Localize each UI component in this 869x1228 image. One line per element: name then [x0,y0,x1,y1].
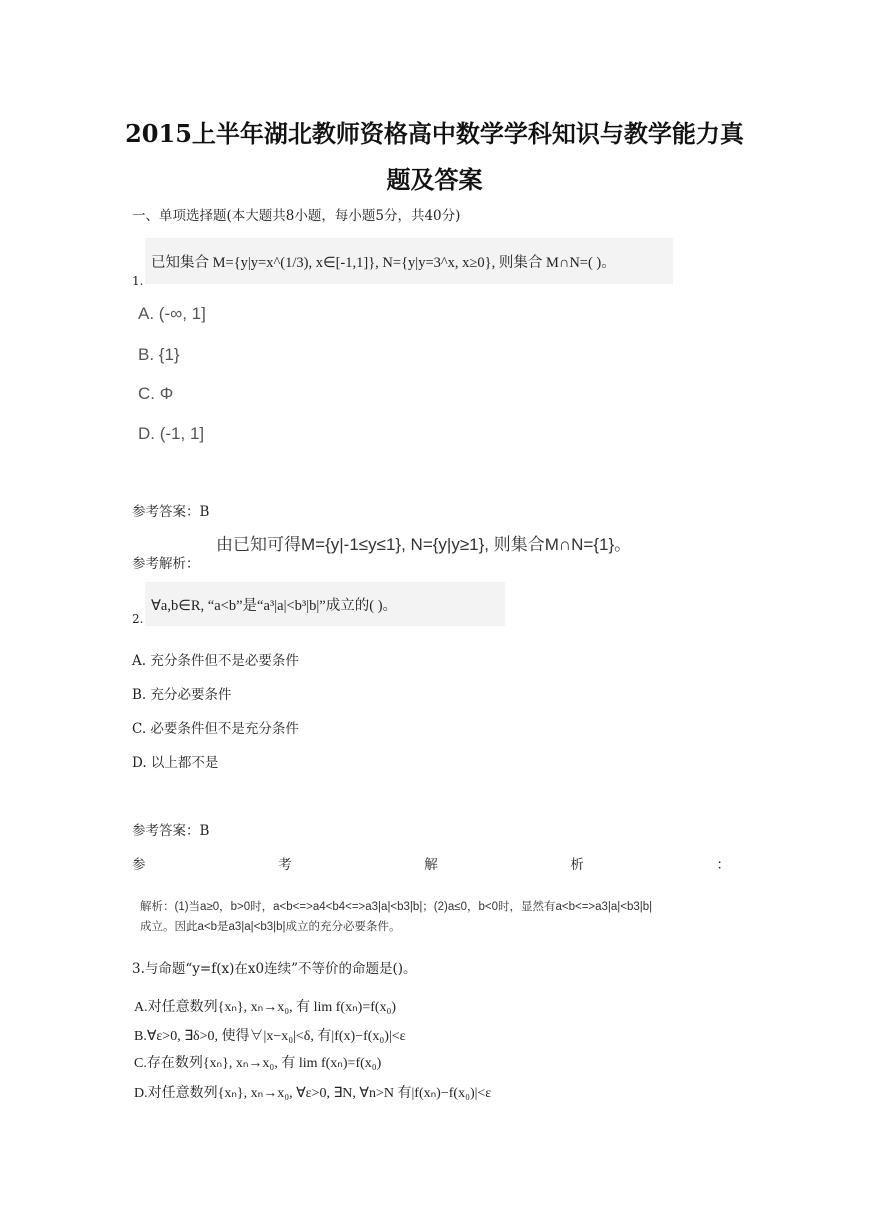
q2-option-d: D. 以上都不是 [132,755,219,771]
q2-analysis-label-char: 考 [278,857,292,873]
q3-option-c: C.存在数列{xₙ}, xₙ→x₀, 有 lim f(xₙ)=f(x₀) [134,1056,382,1071]
q2-option-c: C. 必要条件但不是充分条件 [132,721,299,737]
q2-analysis-line2: 成立。因此a<b是a3|a|<b3|b|成立的充分必要条件。 [140,921,401,933]
q1-option-b: B. {1} [138,345,180,364]
q2-analysis-line1: 解析：(1)当a≥0，b>0时，a<b<=>a4<b4<=>a3|a|<b3|b|；(2)a≤0，b<0时，显然有a<b<=>a3|a|<b3|b| [140,901,653,913]
q3-stem: 3.与命题“y=f(x)在x0连续”不等价的命题是()。 [132,961,417,977]
q3-option-b: B.∀ε>0, ∃δ>0, 使得∀|x−x₀|<δ, 有|f(x)−f(x₀)|<ε [134,1029,406,1044]
q1-number: 1. [132,274,144,288]
q2-analysis-label-char: 参 [132,857,146,873]
q1-option-d: D. (-1, 1] [138,424,205,443]
q1-stem-text: 已知集合 M={y|y=x^(1/3), x∈[-1,1]}, N={y|y=3^x, x≥0}, 则集合 M∩N=( )。 [151,255,616,271]
q2-stem-image [145,582,505,626]
q2-option-b: B. 充分必要条件 [132,687,232,703]
q2-analysis-label-char: 析 [570,857,584,873]
q1-option-a: A. (-∞, 1] [138,304,206,323]
section-heading: 一、单项选择题(本大题共8小题，每小题5分，共40分) [132,208,461,224]
page-title-line1: 2015上半年湖北教师资格高中数学学科知识与教学能力真 [125,119,744,148]
q3-option-d: D.对任意数列{xₙ}, xₙ→x₀, ∀ε>0, ∃N, ∀n>N 有|f(xₙ)−f(x₀)|<ε [134,1086,492,1101]
q1-analysis-label: 参考解析： [132,556,200,572]
q1-stem-image [145,238,673,284]
q1-answer: 参考答案：B [132,504,210,520]
q1-option-c: C. Φ [138,384,174,403]
q3-option-a: A.对任意数列{xₙ}, xₙ→x₀, 有 lim f(xₙ)=f(x₀) [134,1000,397,1015]
page-title-line2: 题及答案 [386,165,483,194]
q2-answer: 参考答案：B [132,823,210,839]
q2-stem-text: ∀a,b∈R, “a<b”是“a³|a|<b³|b|”成立的( )。 [151,598,398,614]
q2-analysis-label-char: 解 [424,857,438,873]
q2-option-a: A. 充分条件但不是必要条件 [132,653,299,669]
q2-number: 2. [132,612,144,626]
q2-analysis-label [132,853,730,873]
q2-analysis-label-char: ： [716,857,730,873]
q1-analysis-text: 由已知可得M={y|-1≤y≤1}, N={y|y≥1}, 则集合M∩N={1}。 [216,535,632,554]
